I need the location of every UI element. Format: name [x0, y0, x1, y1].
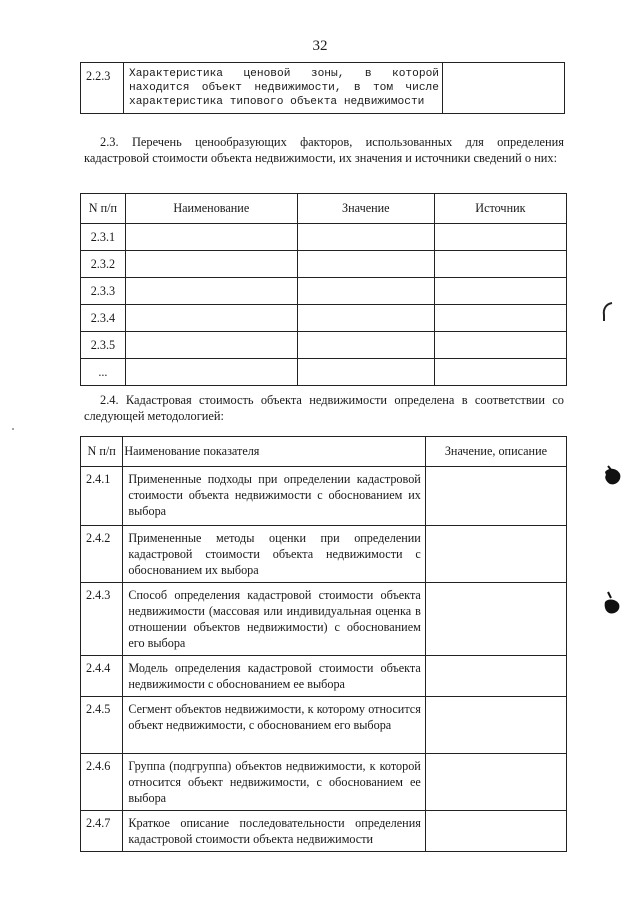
table-row — [81, 63, 565, 114]
value-cell[interactable] — [425, 754, 566, 811]
indicator-name: Краткое описание последовательности определения кадастровой стоимости объекта недвижимости — [123, 811, 425, 852]
scan-mark-blot — [600, 462, 626, 492]
header-value-description: Значение, описание — [425, 437, 566, 467]
value-cell[interactable] — [425, 811, 566, 852]
pricing-factors-table — [80, 193, 567, 386]
row-number: 2.4.4 — [81, 656, 123, 697]
source-cell[interactable] — [434, 251, 566, 278]
header-num: N п/п — [81, 194, 126, 224]
header-indicator-name: Наименование показателя — [123, 437, 425, 467]
name-cell[interactable] — [125, 224, 297, 251]
table-row — [81, 359, 567, 386]
row-description: Характеристика ценовой зоны, в которой находится объект недвижимости, в том числе характеристика типового объекта недвижимости — [124, 63, 443, 114]
source-cell[interactable] — [434, 359, 566, 386]
methodology-table — [80, 436, 567, 852]
table-row — [81, 251, 567, 278]
page-number: 32 — [312, 38, 328, 54]
row-number: 2.3.5 — [81, 332, 126, 359]
header-num: N п/п — [81, 437, 123, 467]
name-cell[interactable] — [125, 305, 297, 332]
value-cell[interactable] — [297, 251, 434, 278]
table-row — [81, 305, 567, 332]
row-number: 2.3.3 — [81, 278, 126, 305]
value-cell[interactable] — [297, 305, 434, 332]
scan-mark-hook — [598, 300, 618, 324]
value-cell[interactable] — [425, 526, 566, 583]
source-cell[interactable] — [434, 332, 566, 359]
row-number: 2.4.6 — [81, 754, 123, 811]
source-cell[interactable] — [434, 305, 566, 332]
source-cell[interactable] — [434, 278, 566, 305]
row-number: ... — [81, 359, 126, 386]
header-name: Наименование — [125, 194, 297, 224]
section-2-3-text: 2.3. Перечень ценообразующих факторов, использованных для определения кадастровой стоимости объекта недвижимости, их значения и источники сведений о них: — [84, 135, 564, 165]
table-row — [81, 278, 567, 305]
row-number: 2.4.3 — [81, 583, 123, 656]
row-number: 2.3.1 — [81, 224, 126, 251]
table-row — [81, 583, 567, 656]
indicator-name: Сегмент объектов недвижимости, к которому относится объект недвижимости, с обоснованием его выбора — [123, 697, 425, 754]
value-cell[interactable] — [297, 278, 434, 305]
row-number: 2.4.5 — [81, 697, 123, 754]
name-cell[interactable] — [125, 251, 297, 278]
value-cell[interactable] — [425, 656, 566, 697]
table-row — [81, 467, 567, 526]
name-cell[interactable] — [125, 278, 297, 305]
row-number: 2.2.3 — [81, 63, 124, 114]
characteristics-table — [80, 62, 565, 114]
section-2-3-paragraph — [84, 134, 564, 166]
table-row — [81, 697, 567, 754]
source-cell[interactable] — [434, 224, 566, 251]
header-value: Значение — [297, 194, 434, 224]
header-source: Источник — [434, 194, 566, 224]
row-number: 2.3.2 — [81, 251, 126, 278]
value-cell[interactable] — [425, 467, 566, 526]
table-header-row — [81, 437, 567, 467]
value-cell[interactable] — [425, 697, 566, 754]
row-number: 2.4.2 — [81, 526, 123, 583]
table-row — [81, 656, 567, 697]
indicator-name: Примененные методы оценки при определении кадастровой стоимости объекта недвижимости с обоснованием их выбора — [123, 526, 425, 583]
name-cell[interactable] — [125, 332, 297, 359]
section-2-4-paragraph — [84, 392, 564, 424]
indicator-name: Группа (подгруппа) объектов недвижимости, к которой относится объект недвижимости, с обоснованием ее выбора — [123, 754, 425, 811]
value-cell[interactable] — [297, 359, 434, 386]
row-number: 2.4.1 — [81, 467, 123, 526]
value-cell[interactable] — [443, 63, 565, 114]
table-row — [81, 332, 567, 359]
indicator-name: Способ определения кадастровой стоимости объекта недвижимости (массовая или индивидуальная оценка в отношении объектов недвижимости) с обоснованием его выбора — [123, 583, 425, 656]
table-row — [81, 754, 567, 811]
value-cell[interactable] — [297, 224, 434, 251]
table-row — [81, 811, 567, 852]
table-row — [81, 224, 567, 251]
scan-mark-blot — [600, 588, 626, 620]
value-cell[interactable] — [425, 583, 566, 656]
row-number: 2.3.4 — [81, 305, 126, 332]
name-cell[interactable] — [125, 359, 297, 386]
scan-dot — [10, 425, 16, 433]
row-number: 2.4.7 — [81, 811, 123, 852]
indicator-name: Модель определения кадастровой стоимости объекта недвижимости с обоснованием ее выбора — [123, 656, 425, 697]
indicator-name: Примененные подходы при определении кадастровой стоимости объекта недвижимости с обоснованием их выбора — [123, 467, 425, 526]
value-cell[interactable] — [297, 332, 434, 359]
section-2-4-text: 2.4. Кадастровая стоимость объекта недвижимости определена в соответствии со следующей методологией: — [84, 393, 564, 423]
table-row — [81, 526, 567, 583]
table-header-row — [81, 194, 567, 224]
